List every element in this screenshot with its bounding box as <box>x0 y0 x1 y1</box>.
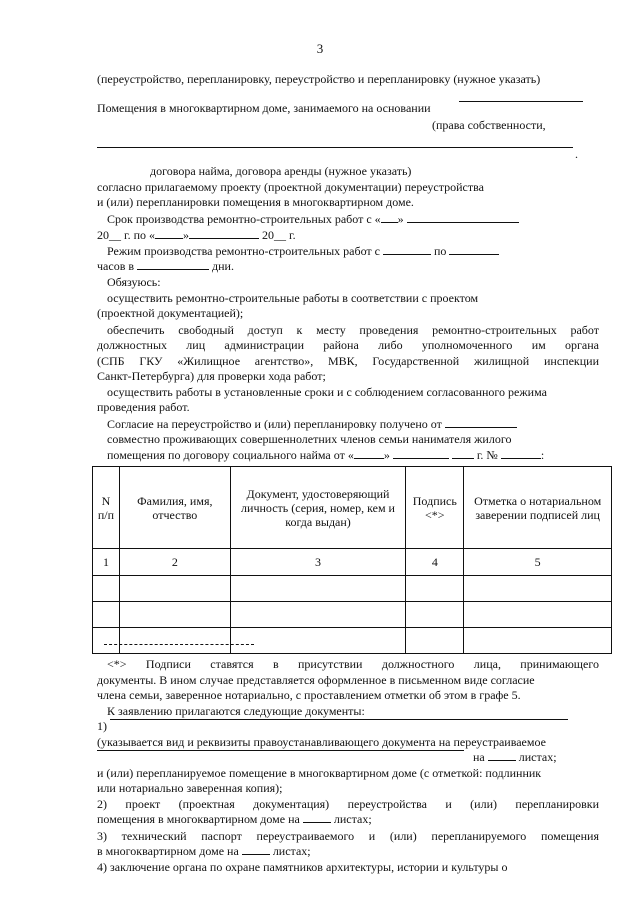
obligation-2-line-4: Санкт-Петербурга) для проверки хода работ; <box>97 369 326 383</box>
col-document-header: Документ, удостоверяющий личность (серия, номер, кем и когда выдан) <box>230 467 406 549</box>
works-mode-line-2 <box>97 259 234 273</box>
table-row <box>93 602 612 628</box>
obligation-2-line-1: обеспечить свободный доступ к месту проведения ремонтно-строительных работ <box>107 323 599 337</box>
contract-day-field[interactable] <box>354 448 384 459</box>
works-period-line-1 <box>107 212 519 226</box>
obligations-title: Обязуюсь: <box>107 275 161 289</box>
mode-days-field[interactable] <box>137 259 209 270</box>
col-name-header: Фамилия, имя, отчество <box>119 467 230 549</box>
works-mode-label: Режим производства ремонтно-строительных работ с <box>107 244 380 258</box>
start-month-field[interactable] <box>407 212 519 223</box>
col-notary-header: Отметка о нотариальном заверении подписей лиц <box>464 467 612 549</box>
footnote-line-1: <*> Подписи ставятся в присутствии должностного лица, принимающего <box>107 657 599 671</box>
works-period-year: 20__ г. <box>262 228 296 242</box>
footnote-separator <box>104 644 254 645</box>
obligation-2-line-3: (СПБ ГКУ «Жилищное агентство», МВК, Государственной жилищной инспекции <box>97 354 599 368</box>
obligation-2-line-2: должностных лиц администрации района либо уполномоченного им органа <box>97 338 599 352</box>
start-day-field[interactable] <box>381 212 398 223</box>
table-cell[interactable] <box>406 576 464 602</box>
attachment-1-hint: (указывается вид и реквизиты правоустанавливающего документа на переустраиваемое <box>97 735 546 749</box>
obligation-3-line-2: проведения работ. <box>97 400 190 414</box>
end-day-field[interactable] <box>155 228 183 239</box>
consent-line-3 <box>107 448 544 462</box>
works-period-to-quote: » <box>183 228 189 242</box>
table-header-row <box>93 467 612 549</box>
attachment-1-line-5: или нотариально заверенная копия); <box>97 781 283 795</box>
col-number-header: N п/п <box>93 467 120 549</box>
table-cell[interactable] <box>464 576 612 602</box>
table-cell[interactable] <box>119 576 230 602</box>
contract-quote: » <box>383 448 390 462</box>
works-mode-line-1 <box>107 244 499 258</box>
consent-line-2: совместно проживающих совершеннолетних членов семьи нанимателя жилого <box>107 432 512 446</box>
attachments-title: К заявлению прилагаются следующие документы: <box>107 704 365 718</box>
works-period-label: Срок производства ремонтно-строительных работ с « <box>107 212 381 226</box>
contract-month-field[interactable] <box>393 448 449 459</box>
table-cell[interactable] <box>230 576 406 602</box>
col-signature-header: Подпись <*> <box>406 467 464 549</box>
table-column-numbers-row <box>93 549 612 576</box>
attachment-2-line-1: 2) проект (проектная документация) переустройства и (или) перепланировки <box>97 797 599 811</box>
table-cell[interactable] <box>406 628 464 654</box>
mode-to-field[interactable] <box>449 244 499 255</box>
table-cell[interactable] <box>406 602 464 628</box>
obligation-3-line-1: осуществить работы в установленные сроки и с соблюдением согласованного режима <box>107 385 547 399</box>
table-cell[interactable] <box>93 602 120 628</box>
attachment-1-pages <box>473 750 557 764</box>
attachment-3-pages-label: в многоквартирном доме на <box>97 844 239 858</box>
attachment-1-pages-suffix: листах; <box>518 750 557 764</box>
contract-year-field[interactable] <box>452 448 474 459</box>
basis-field-2[interactable] <box>97 147 573 148</box>
col-notary-index: 5 <box>464 549 612 576</box>
footnote-line-2: документы. В ином случае представляется оформленное в письменном виде согласие <box>97 673 535 687</box>
end-month-field[interactable] <box>189 228 259 239</box>
attachment-1-pages-field[interactable] <box>488 750 516 761</box>
col-number-index: 1 <box>93 549 120 576</box>
consent-line-1 <box>107 417 517 431</box>
footnote-line-3: члена семьи, заверенное нотариально, с проставлением отметки об этом в графе 5. <box>97 688 521 702</box>
table-cell[interactable] <box>464 628 612 654</box>
project-line-1: согласно прилагаемому проекту (проектной документации) переустройства <box>97 180 484 194</box>
basis-field-2-dot: . <box>575 147 578 161</box>
table-cell[interactable] <box>230 628 406 654</box>
attachment-3-pages-field[interactable] <box>242 844 270 855</box>
attachment-1-field[interactable] <box>110 719 568 720</box>
obligation-1-line-2: (проектной документацией); <box>97 306 244 320</box>
table-cell[interactable] <box>230 602 406 628</box>
table-cell[interactable] <box>119 602 230 628</box>
attachment-2-pages-suffix: листах; <box>333 812 372 826</box>
table-cell[interactable] <box>119 628 230 654</box>
table-row <box>93 628 612 654</box>
contract-number-field[interactable] <box>501 448 541 459</box>
works-period-quote: » <box>397 212 404 226</box>
family-members-table <box>92 466 612 654</box>
table-row <box>93 576 612 602</box>
consent-label: Согласие на переустройство и (или) перепланировку получено от <box>107 417 442 431</box>
attachment-3-pages-suffix: листах; <box>272 844 311 858</box>
basis-field[interactable] <box>459 101 583 102</box>
attachment-3-line-1: 3) технический паспорт переустраиваемого и (или) перепланируемого помещения <box>97 829 599 843</box>
attachment-2-pages-field[interactable] <box>303 812 331 823</box>
table-cell[interactable] <box>93 628 120 654</box>
attachment-2-line-2 <box>97 812 372 826</box>
attachment-2-pages-label: помещения в многоквартирном доме на <box>97 812 300 826</box>
attachment-1-pages-label: на <box>473 750 485 764</box>
attachment-1-line-4: и (или) перепланируемое помещение в многоквартирном доме (с отметкой: подлинник <box>97 766 542 780</box>
attachment-1-field-2[interactable] <box>97 750 464 751</box>
col-document-index: 3 <box>230 549 406 576</box>
contract-number-label: г. № <box>476 448 498 462</box>
works-period-line-2 <box>97 228 296 242</box>
consent-date-field[interactable] <box>445 417 517 428</box>
obligation-1-line-1: осуществить ремонтно-строительные работы в соответствии с проектом <box>107 291 479 305</box>
table-cell[interactable] <box>93 576 120 602</box>
attachment-4-line-1: 4) заключение органа по охране памятников архитектуры, истории и культуры о <box>97 860 508 874</box>
col-signature-index: 4 <box>406 549 464 576</box>
purpose-hint: (переустройство, перепланировку, переустройство и перепланировку (нужное указать) <box>97 72 541 86</box>
page-number: 3 <box>316 41 324 56</box>
basis-hint-1: (права собственности, <box>432 118 546 132</box>
basis-hint-2: договора найма, договора аренды (нужное указать) <box>150 164 412 178</box>
works-mode-days-suffix: дни. <box>212 259 234 273</box>
contract-colon: : <box>540 448 545 462</box>
col-name-index: 2 <box>119 549 230 576</box>
works-period-to-label: 20__ г. по « <box>97 228 155 242</box>
works-mode-days-label: часов в <box>97 259 135 273</box>
works-mode-to-label: по <box>433 244 447 258</box>
mode-from-field[interactable] <box>383 244 431 255</box>
attachment-3-line-2 <box>97 844 311 858</box>
project-line-2: и (или) перепланировки помещения в многоквартирном доме. <box>97 195 414 209</box>
contract-date-label: помещения по договору социального найма от « <box>107 448 354 462</box>
attachment-1-line-1: 1) <box>97 719 107 733</box>
table-cell[interactable] <box>464 602 612 628</box>
basis-label: Помещения в многоквартирном доме, занимаемого на основании <box>97 101 431 115</box>
